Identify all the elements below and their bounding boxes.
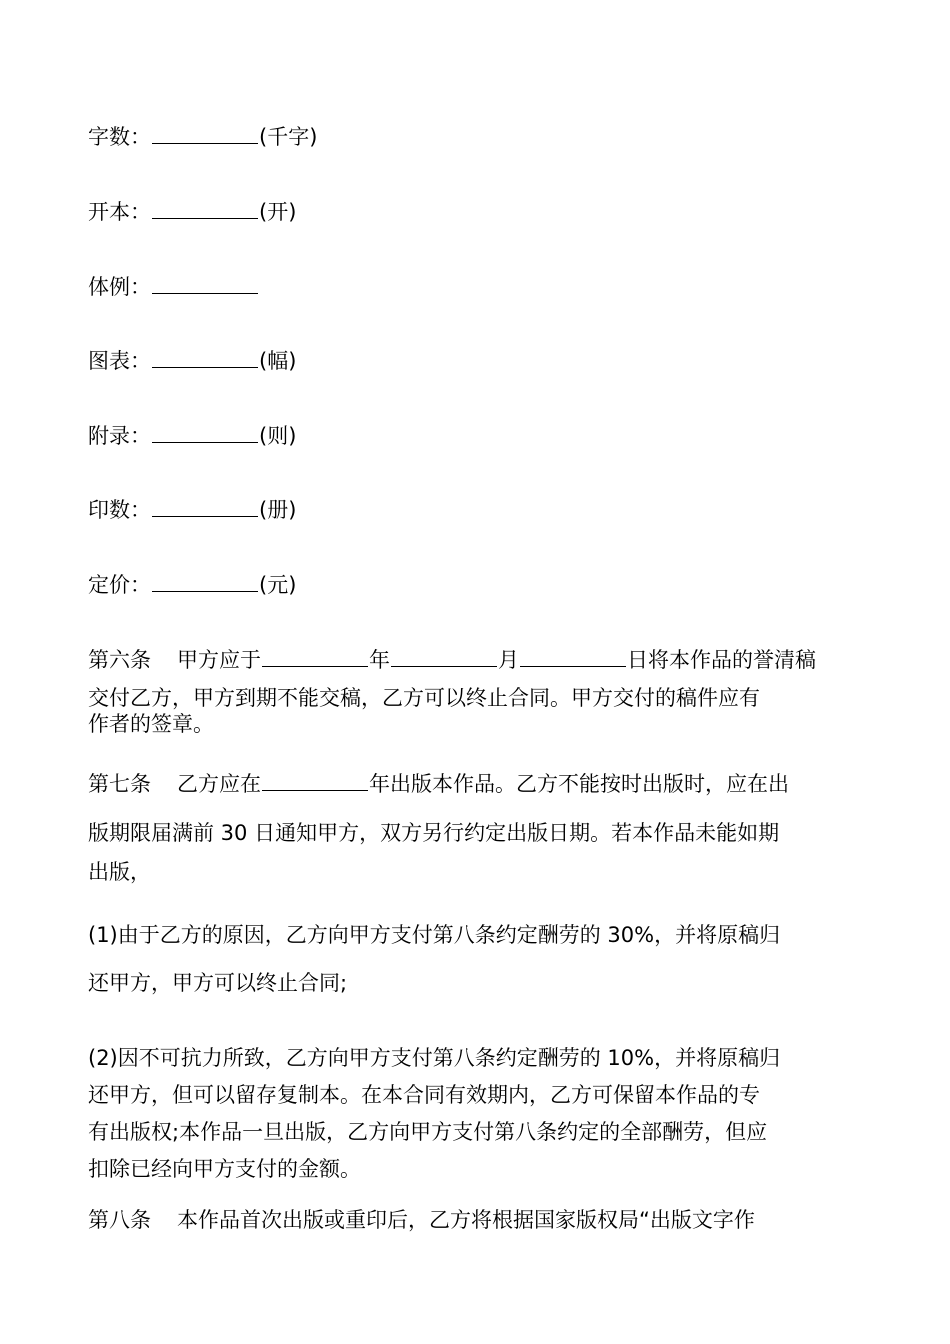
fill-blank: [152, 494, 258, 517]
article-7-line-2: 版期限届满前 30 日通知甲方，双方另行约定出版日期。若本作品未能如期: [88, 821, 780, 845]
article-7-line-1: [88, 768, 789, 799]
field-label: 开本：: [88, 200, 151, 224]
fill-blank: [152, 420, 258, 443]
field-label: 定价：: [88, 573, 151, 597]
article-text: 乙方应在: [177, 772, 261, 796]
field-charts: [88, 345, 296, 376]
article-text: 年: [369, 648, 390, 672]
field-style: [88, 271, 259, 302]
field-label: 体例：: [88, 275, 151, 299]
article-text: 月: [498, 648, 519, 672]
article-text: 年出版本作品。乙方不能按时出版时，应在出: [369, 772, 789, 796]
fill-blank: [152, 569, 258, 592]
field-unit: (幅): [259, 349, 297, 373]
field-appendix: [88, 420, 296, 451]
field-unit: (则): [259, 424, 297, 448]
field-label: 印数：: [88, 498, 151, 522]
article-8-line-1: [88, 1205, 755, 1235]
field-unit: (元): [259, 573, 297, 597]
fill-blank: [152, 196, 258, 219]
item-1-line-2: 还甲方，甲方可以终止合同;: [88, 971, 348, 995]
field-unit: (开): [259, 200, 297, 224]
item-2-line-1: (2)因不可抗力所致，乙方向甲方支付第八条约定酬劳的 10%，并将原稿归: [88, 1046, 781, 1070]
fill-blank: [152, 271, 258, 294]
fill-blank: [262, 644, 368, 667]
article-text: 甲方应于: [177, 648, 261, 672]
article-6-line-1: [88, 644, 816, 675]
field-label: 图表：: [88, 349, 151, 373]
fill-blank: [391, 644, 497, 667]
item-1-line-1: (1)由于乙方的原因，乙方向甲方支付第八条约定酬劳的 30%，并将原稿归: [88, 923, 781, 947]
article-heading: 第八条: [88, 1208, 151, 1232]
fill-blank: [262, 768, 368, 791]
article-6-line-2: 交付乙方，甲方到期不能交稿，乙方可以终止合同。甲方交付的稿件应有: [88, 686, 760, 710]
fill-blank: [520, 644, 626, 667]
fill-blank: [152, 345, 258, 368]
article-6-line-3: 作者的签章。: [88, 712, 214, 736]
field-label: 附录：: [88, 424, 151, 448]
field-print-run: [88, 494, 296, 525]
article-heading: 第六条: [88, 648, 151, 672]
field-word-count: [88, 121, 317, 152]
item-2-line-2: 还甲方，但可以留存复制本。在本合同有效期内，乙方可保留本作品的专: [88, 1083, 760, 1107]
item-2-line-4: 扣除已经向甲方支付的金额。: [88, 1157, 361, 1181]
field-unit: (千字): [259, 125, 318, 149]
article-heading: 第七条: [88, 772, 151, 796]
article-7-line-3: 出版，: [88, 860, 151, 884]
fill-blank: [152, 121, 258, 144]
field-label: 字数：: [88, 125, 151, 149]
field-format: [88, 196, 296, 227]
field-price: [88, 569, 296, 600]
article-text: 本作品首次出版或重印后，乙方将根据国家版权局“出版文字作: [177, 1208, 755, 1232]
article-text: 日将本作品的誉清稿: [627, 648, 816, 672]
item-2-line-3: 有出版权;本作品一旦出版，乙方向甲方支付第八条约定的全部酬劳，但应: [88, 1120, 768, 1144]
field-unit: (册): [259, 498, 297, 522]
